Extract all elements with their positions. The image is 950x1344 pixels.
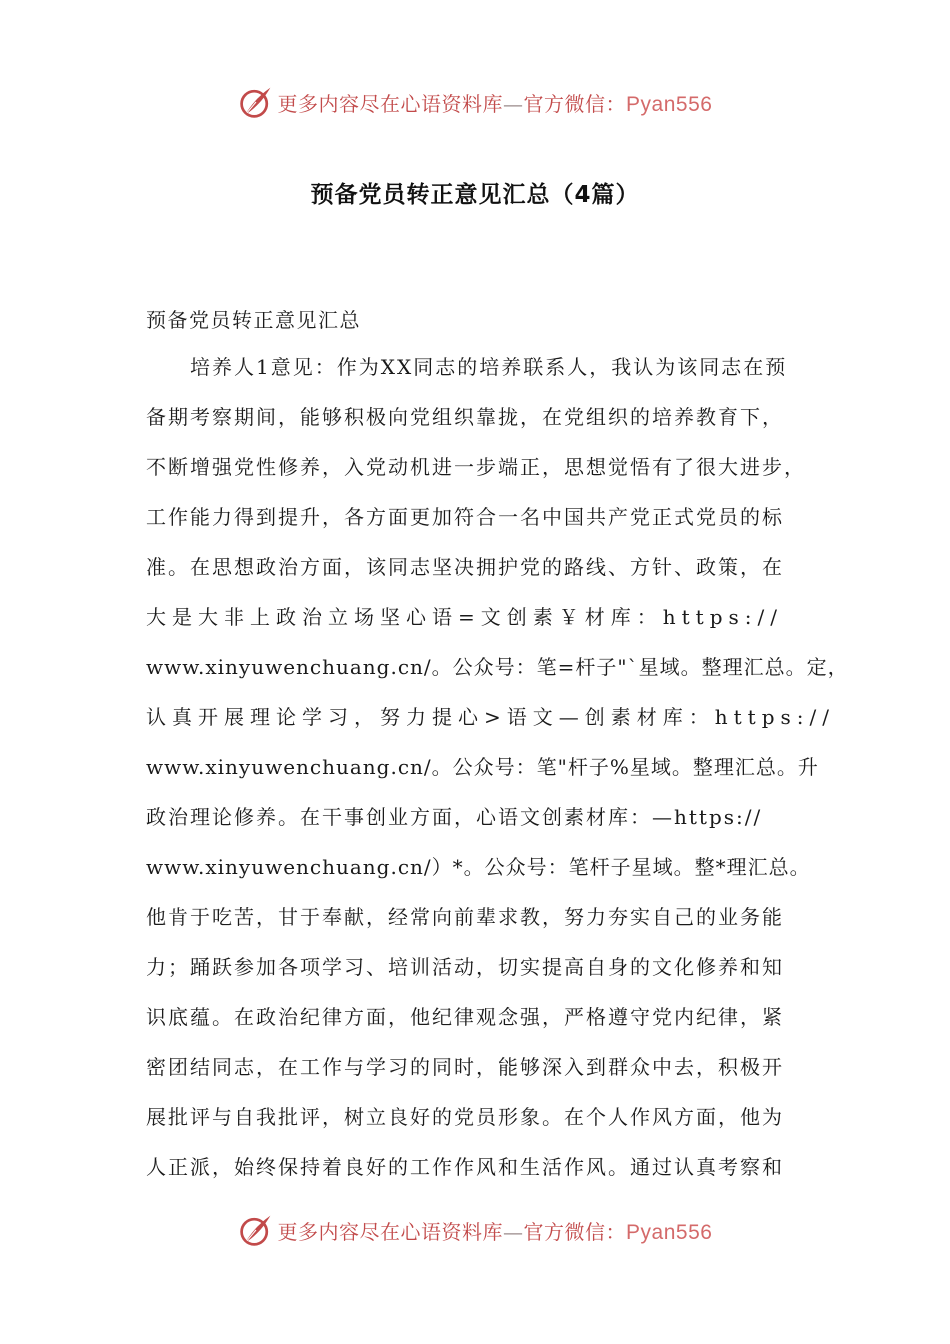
body-line: 人正派，始终保持着良好的工作作风和生活作风。通过认真考察和: [146, 1155, 784, 1179]
body-line: www.xinyuwenchuang.cn/。公众号：笔"杆子%星域。整理汇总。升: [146, 755, 819, 779]
body-line: 密团结同志，在工作与学习的同时，能够深入到群众中去，积极开: [146, 1055, 784, 1079]
body-line: 准。在思想政治方面，该同志坚决拥护党的路线、方针、政策，在: [146, 555, 784, 579]
quill-logo-icon: [238, 84, 274, 120]
body-line: 他肯于吃苦，甘于奉献，经常向前辈求教，努力夯实自己的业务能: [146, 905, 784, 929]
document-title: 预备党员转正意见汇总（4篇）: [310, 182, 640, 208]
body-line: www.xinyuwenchuang.cn/。公众号：笔=杆子"`星域。整理汇总。定，: [146, 655, 849, 679]
body-line: 备期考察期间，能够积极向党组织靠拢，在党组织的培养教育下，: [146, 405, 784, 429]
watermark-banner-bottom: [0, 1208, 950, 1252]
body-line: 认真开展理论学习，努力提心>语文—创素材库：https://: [146, 705, 835, 729]
body-line: 政治理论修养。在干事创业方面，心语文创素材库：—https://: [146, 805, 763, 829]
watermark-text: 更多内容尽在心语资料库—官方微信：Pyan556: [277, 91, 713, 116]
section-heading: 预备党员转正意见汇总: [146, 308, 361, 332]
body-line: 工作能力得到提升，各方面更加符合一名中国共产党正式党员的标: [146, 505, 784, 529]
body-line: 大是大非上政治立场坚心语=文创素￥材库：https://: [146, 605, 783, 629]
document-body: [146, 352, 849, 1202]
body-line: 展批评与自我批评，树立良好的党员形象。在个人作风方面，他为: [146, 1105, 784, 1129]
body-line: 不断增强党性修养，入党动机进一步端正，思想觉悟有了很大进步，: [146, 455, 806, 479]
body-line: www.xinyuwenchuang.cn/）*。公众号：笔杆子星域。整*理汇总。: [146, 855, 811, 879]
watermark-banner-top: [0, 80, 950, 124]
body-line: 识底蕴。在政治纪律方面，他纪律观念强，严格遵守党内纪律，紧: [146, 1005, 784, 1029]
body-line: 力；踊跃参加各项学习、培训活动，切实提高自身的文化修养和知: [146, 955, 784, 979]
watermark-text: 更多内容尽在心语资料库—官方微信：Pyan556: [277, 1219, 713, 1244]
quill-logo-icon: [238, 1212, 274, 1248]
body-line: 培养人1意见：作为XX同志的培养联系人，我认为该同志在预: [190, 355, 788, 379]
